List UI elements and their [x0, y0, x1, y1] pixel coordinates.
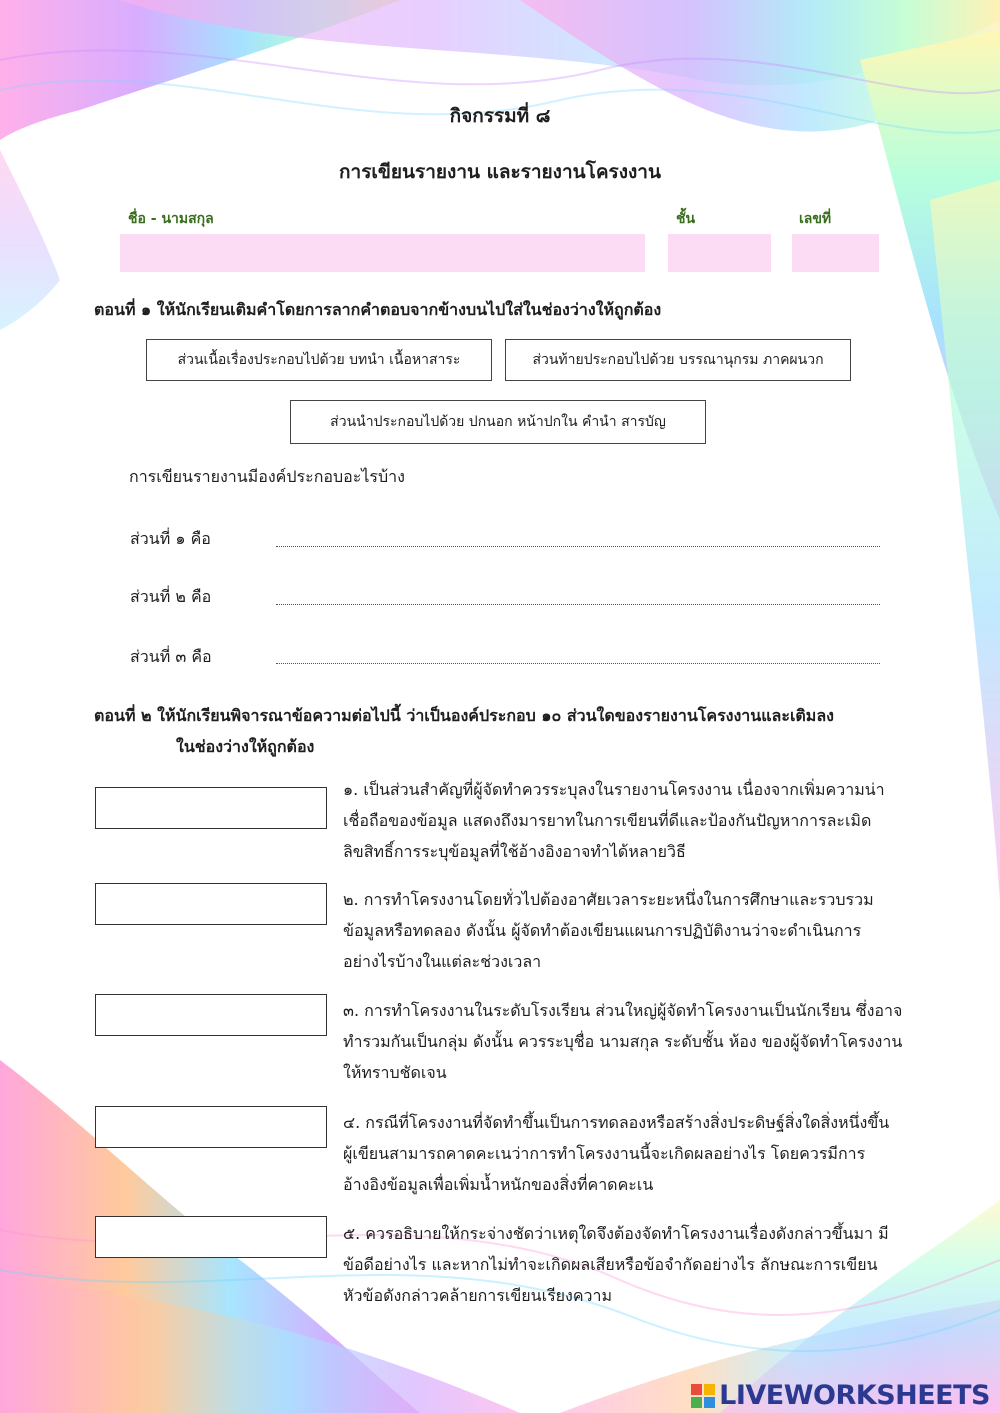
part1-question: การเขียนรายงานมีองค์ประกอบอะไรบ้าง — [129, 467, 405, 486]
question-text-4: ๔. กรณีที่โครงงานที่จัดทำขึ้นเป็นการทดลองหรือสร้างสิ่งประดิษฐ์สิ่งใดสิ่งหนึ่งขึ้น ผู้เขียนสามารถคาดคะเนว่าการทำโครงงานนี้จะเกิดผลอย่างไร โดยควรมีการอ้างอิงข้อมูลเพื่อเพิ่มน้ำหนักของสิ่งที่คาดคะเน — [343, 1113, 890, 1194]
part1-drop-zone-1[interactable] — [276, 546, 880, 547]
part1-row-label-3: ส่วนที่ ๓ คือ — [130, 647, 212, 666]
answer-option-body[interactable]: ส่วนเนื้อเรื่องประกอบไปด้วย บทนำ เนื้อหาสาระ — [146, 339, 492, 381]
brand-name: LIVEWORKSHEETS — [719, 1380, 990, 1411]
answer-box-4[interactable] — [95, 1106, 327, 1148]
liveworksheets-logo-icon — [691, 1384, 715, 1408]
answer-box-1[interactable] — [95, 787, 327, 829]
part1-row-label-2: ส่วนที่ ๒ คือ — [130, 587, 212, 606]
name-label: ชื่อ - นามสกุล — [128, 211, 214, 227]
liveworksheets-footer[interactable] — [691, 1380, 990, 1411]
page-title: กิจกรรมที่ ๘ — [449, 105, 551, 127]
page-subtitle: การเขียนรายงาน และรายงานโครงงาน — [339, 161, 661, 183]
part2-instruction-line2: ในช่องว่างให้ถูกต้อง — [176, 737, 315, 756]
part1-drop-zone-3[interactable] — [276, 663, 880, 664]
answer-option-end[interactable]: ส่วนท้ายประกอบไปด้วย บรรณานุกรม ภาคผนวก — [505, 339, 851, 381]
answer-box-3[interactable] — [95, 994, 327, 1036]
answer-box-5[interactable] — [95, 1216, 327, 1258]
question-text-5: ๕. ควรอธิบายให้กระจ่างชัดว่าเหตุใดจึงต้องจัดทำโครงงานเรื่องดังกล่าวขึ้นมา มีข้อดีอย่างไร และหากไม่ทำจะเกิดผลเสียหรือข้อจำกัดอย่างไร ลักษณะการเขียนหัวข้อดังกล่าวคล้ายการเขียนเรียงความ — [343, 1224, 889, 1305]
part1-drop-zone-2[interactable] — [276, 604, 880, 605]
name-field[interactable] — [120, 234, 645, 272]
number-label: เลขที่ — [799, 211, 832, 227]
answer-option-front[interactable]: ส่วนนำประกอบไปด้วย ปกนอก หน้าปกใน คำนำ สารบัญ — [290, 400, 706, 444]
part1-row-label-1: ส่วนที่ ๑ คือ — [130, 529, 211, 548]
class-field[interactable] — [668, 234, 771, 272]
question-text-3: ๓. การทำโครงงานในระดับโรงเรียน ส่วนใหญ่ผู้จัดทำโครงงานเป็นนักเรียน ซึ่งอาจทำรวมกันเป็นกลุ่ม ดังนั้น ควรระบุชื่อ นามสกุล ระดับชั้น ห้อง ของผู้จัดทำโครงงานให้ทราบชัดเจน — [343, 1001, 903, 1082]
number-field[interactable] — [792, 234, 879, 272]
question-text-2: ๒. การทำโครงงานโดยทั่วไปต้องอาศัยเวลาระยะหนึ่งในการศึกษาและรวบรวมข้อมูลหรือทดลอง ดังนั้น ผู้จัดทำต้องเขียนแผนการปฏิบัติงานว่าจะดำเนินการอย่างไรบ้างในแต่ละช่วงเวลา — [343, 890, 874, 971]
part1-instruction: ตอนที่ ๑ ให้นักเรียนเติมคำโดยการลากคำตอบจากข้างบนไปใส่ในช่องว่างให้ถูกต้อง — [94, 300, 662, 319]
question-text-1: ๑. เป็นส่วนสำคัญที่ผู้จัดทำควรระบุลงในรายงานโครงงาน เนื่องจากเพิ่มความน่าเชื่อถือของข้อมูล แสดงถึงมารยาทในการเขียนที่ดีและป้องกันปัญหาการละเมิดลิขสิทธิ์การระบุข้อมูลที่ใช้อ้างอิงอาจทำได้หลายวิธี — [343, 780, 885, 861]
answer-box-2[interactable] — [95, 883, 327, 925]
part2-instruction-line1: ตอนที่ ๒ ให้นักเรียนพิจารณาข้อความต่อไปนี้ ว่าเป็นองค์ประกอบ ๑๐ ส่วนใดของรายงานโครงงานและเติมลง — [94, 706, 834, 725]
class-label: ชั้น — [676, 211, 696, 227]
